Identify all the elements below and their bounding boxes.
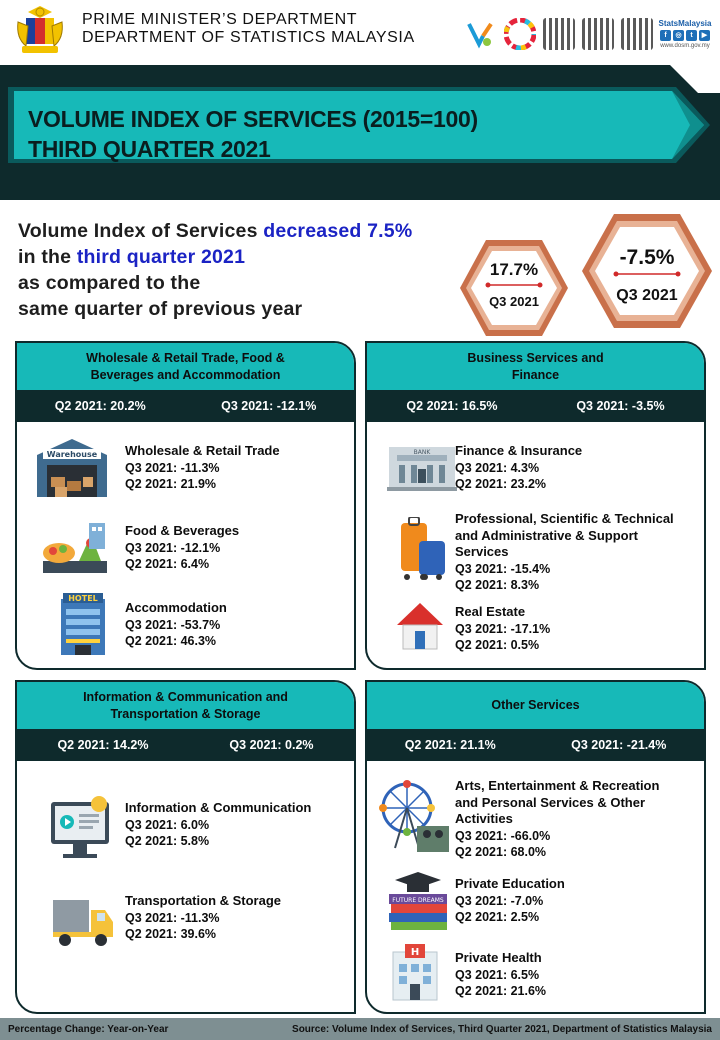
summary-line-1 — [18, 218, 412, 244]
website-url[interactable]: www.dosm.gov.my — [660, 43, 710, 49]
panel-q3-value: Q3 2021: -21.4% — [571, 738, 667, 752]
panel-title-line-1: Business Services and — [467, 350, 604, 365]
item-q3: Q3 2021: 4.3% — [455, 460, 540, 475]
sdg-wheel-logo — [504, 18, 536, 50]
item-name: Information & Communication — [125, 800, 312, 815]
footer-note: Percentage Change: Year-on-Year — [8, 1023, 169, 1035]
malaysia-coat-of-arms-logo — [12, 4, 68, 56]
panel-q2-value: Q2 2021: 14.2% — [57, 738, 149, 752]
item-information-communication — [125, 800, 311, 849]
item-q3: Q3 2021: -15.4% — [455, 561, 551, 576]
q2-badge — [458, 238, 570, 338]
panel-business-services-finance — [365, 341, 706, 670]
panel-q2-value: Q2 2021: 16.5% — [406, 399, 498, 413]
partner-logos — [465, 14, 710, 54]
q2-badge-label: Q3 2021 — [489, 294, 539, 309]
monitor-icon — [49, 794, 113, 864]
item-name-line-3: Activities — [455, 811, 513, 826]
item-transportation-storage — [125, 893, 281, 942]
item-q3: Q3 2021: 6.5% — [455, 967, 540, 982]
q2-badge-value: 17.7% — [489, 260, 539, 279]
footer-source: Source: Volume Index of Services, Third Quarter 2021, Department of Statistics Malaysia — [292, 1023, 712, 1035]
page-footer — [0, 1018, 720, 1040]
panel-q3-value: Q3 2021: -3.5% — [576, 399, 665, 413]
item-food-beverages — [125, 523, 239, 572]
bank-icon — [387, 443, 457, 493]
youtube-icon[interactable]: ▶ — [699, 30, 710, 41]
item-q3: Q3 2021: -7.0% — [455, 893, 544, 908]
item-q3: Q3 2021: 6.0% — [125, 817, 210, 832]
item-q3: Q3 2021: -17.1% — [455, 621, 551, 636]
social-icons — [660, 30, 710, 41]
item-q2: Q2 2021: 8.3% — [455, 577, 540, 592]
hotel-icon — [55, 593, 111, 659]
item-name-line-3: Services — [455, 544, 509, 559]
item-name: Transportation & Storage — [125, 893, 282, 908]
item-q2: Q2 2021: 21.9% — [125, 476, 217, 491]
item-q2: Q2 2021: 0.5% — [455, 637, 540, 652]
panel-q2-value: Q2 2021: 20.2% — [54, 399, 146, 413]
item-wholesale-retail — [125, 443, 280, 492]
facebook-icon[interactable]: f — [660, 30, 671, 41]
panel-title-line-1: Wholesale & Retail Trade, Food & — [86, 350, 285, 365]
summary-line-4: same quarter of previous year — [18, 298, 303, 320]
panel-other-services — [365, 680, 706, 1014]
truck-icon — [51, 894, 115, 948]
briefcase-icon — [399, 517, 447, 581]
item-q3: Q3 2021: -12.1% — [125, 540, 221, 555]
hexagon-ring-icon — [580, 212, 714, 330]
q3-badge-label: Q3 2021 — [616, 287, 678, 304]
panel-title — [367, 343, 704, 390]
qr-code-3 — [621, 18, 653, 50]
stats-brand-name: StatsMalaysia — [658, 19, 712, 28]
title-line-1: VOLUME INDEX OF SERVICES (2015=100) — [28, 106, 478, 132]
item-name: Private Health — [455, 950, 542, 965]
item-name: Accommodation — [125, 600, 227, 615]
qr-code-2 — [582, 18, 614, 50]
panel-summary-bar — [367, 390, 704, 422]
item-real-estate — [455, 604, 550, 653]
mydigital-logo — [465, 18, 497, 50]
title-line-2: THIRD QUARTER 2021 — [28, 136, 271, 162]
department-line-2: DEPARTMENT OF STATISTICS MALAYSIA — [82, 29, 415, 46]
summary-line-1-text: Volume Index of Services — [18, 220, 264, 242]
panel-q3-value: Q3 2021: -12.1% — [221, 399, 317, 413]
item-name: Food & Beverages — [125, 523, 240, 538]
panel-title-line-2: Transportation & Storage — [110, 706, 261, 721]
warehouse-icon — [33, 437, 111, 499]
item-q2: Q2 2021: 46.3% — [125, 633, 217, 648]
summary-highlight-change: decreased 7.5% — [263, 220, 413, 242]
hotel-sign-text: HOTEL — [68, 594, 98, 603]
item-q2: Q2 2021: 21.6% — [455, 983, 547, 998]
item-finance-insurance — [455, 443, 582, 492]
item-q2: Q2 2021: 23.2% — [455, 476, 547, 491]
item-name-line-1: Arts, Entertainment & Recreation — [455, 778, 660, 793]
panel-title-line-2: Finance — [511, 367, 560, 382]
summary-text — [18, 218, 412, 322]
item-q2: Q2 2021: 5.8% — [125, 833, 210, 848]
item-q3: Q3 2021: -53.7% — [125, 617, 221, 632]
panel-title — [367, 682, 704, 729]
item-private-education — [455, 876, 565, 925]
summary-line-2 — [18, 244, 412, 270]
panel-title-line-1: Other Services — [491, 698, 580, 712]
item-q3: Q3 2021: -66.0% — [455, 828, 551, 843]
item-name: Wholesale & Retail Trade — [125, 443, 280, 458]
panel-summary-bar — [17, 390, 354, 422]
panel-q2-value: Q2 2021: 21.1% — [404, 738, 496, 752]
panel-q3-value: Q3 2021: 0.2% — [229, 738, 314, 752]
item-accommodation — [125, 600, 227, 649]
bank-sign-text: BANK — [413, 449, 431, 456]
q3-badge-value: -7.5% — [619, 246, 675, 269]
item-professional-services — [455, 511, 674, 593]
page-header — [0, 0, 720, 62]
item-name-line-1: Professional, Scientific & Technical — [455, 511, 674, 526]
page-title — [28, 104, 478, 164]
summary-highlight-quarter: third quarter 2021 — [76, 246, 246, 268]
ferris-wheel-icon — [377, 778, 455, 856]
hospital-icon — [391, 944, 439, 1002]
item-private-health — [455, 950, 546, 999]
panel-title-line-2: Beverages and Accommodation — [90, 367, 281, 382]
warehouse-sign-text: Warehouse — [46, 450, 98, 459]
qr-code-1 — [543, 18, 575, 50]
panel-information-transportation — [15, 680, 356, 1014]
department-line-1: PRIME MINISTER’S DEPARTMENT — [82, 11, 358, 28]
books-icon-text: FUTURE DREAMS — [392, 897, 444, 904]
item-arts-entertainment — [455, 778, 659, 860]
panel-title — [17, 343, 354, 390]
hexagon-ring-icon — [458, 238, 570, 338]
item-q2: Q2 2021: 6.4% — [125, 556, 210, 571]
books-icon — [385, 870, 451, 932]
summary-line-2-text: in the — [18, 246, 77, 268]
item-q3: Q3 2021: -11.3% — [125, 910, 220, 925]
item-q2: Q2 2021: 2.5% — [455, 909, 540, 924]
q3-badge — [580, 212, 714, 330]
item-name-line-2: and Administrative & Support — [455, 527, 638, 543]
item-q2: Q2 2021: 39.6% — [125, 926, 217, 941]
stats-malaysia-brand — [660, 19, 710, 49]
instagram-icon[interactable]: ◎ — [673, 30, 684, 41]
item-name: Finance & Insurance — [455, 443, 583, 458]
item-name: Private Education — [455, 876, 565, 891]
panel-summary-bar — [17, 729, 354, 761]
hospital-sign-text: H — [410, 947, 420, 958]
summary-line-3: as compared to the — [18, 272, 201, 294]
item-name-line-2: and Personal Services & Other — [455, 794, 646, 810]
panel-summary-bar — [367, 729, 704, 761]
twitter-icon[interactable]: t — [686, 30, 697, 41]
panel-title-line-1: Information & Communication and — [83, 689, 288, 704]
panel-title — [17, 682, 354, 729]
item-name: Real Estate — [455, 604, 526, 619]
item-q3: Q3 2021: -11.3% — [125, 460, 220, 475]
panel-wholesale-food-accommodation — [15, 341, 356, 670]
department-name — [82, 11, 415, 47]
food-stall-icon — [39, 521, 111, 577]
house-icon — [395, 601, 445, 651]
item-q2: Q2 2021: 68.0% — [455, 844, 547, 859]
